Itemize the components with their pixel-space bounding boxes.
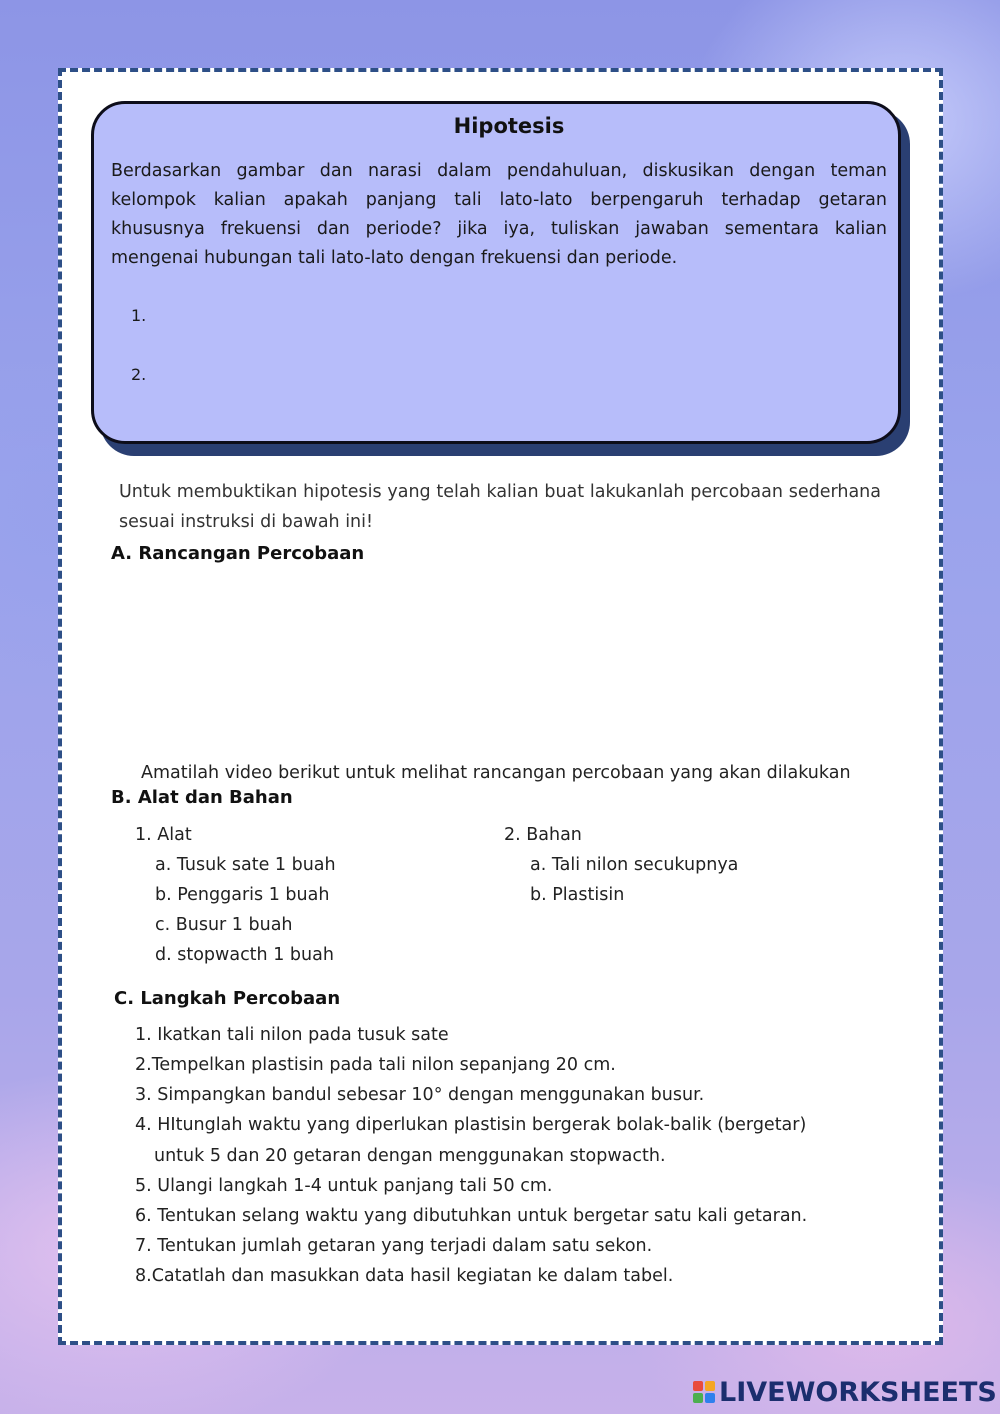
step-item: 1. Ikatkan tali nilon pada tusuk sate: [135, 1025, 449, 1045]
step-item-continuation: untuk 5 dan 20 getaran dengan menggunakan stopwacth.: [154, 1146, 666, 1166]
step-item: 4. HItunglah waktu yang diperlukan plastisin bergerak bolak-balik (bergetar): [135, 1115, 807, 1135]
step-item: 2.Tempelkan plastisin pada tali nilon sepanjang 20 cm.: [135, 1055, 616, 1075]
section-b-heading: B. Alat dan Bahan: [111, 787, 293, 808]
bahan-item: b. Plastisin: [530, 885, 625, 905]
liveworksheets-logo-text: LIVEWORKSHEETS: [719, 1376, 997, 1408]
section-c-heading: C. Langkah Percobaan: [114, 988, 341, 1009]
step-item: 3. Simpangkan bandul sebesar 10° dengan menggunakan busur.: [135, 1085, 705, 1105]
step-item: 6. Tentukan selang waktu yang dibutuhkan untuk bergetar satu kali getaran.: [135, 1206, 808, 1226]
liveworksheets-logo-icon: [693, 1381, 715, 1403]
hypothesis-title: Hipotesis: [453, 114, 565, 138]
alat-title: 1. Alat: [135, 825, 192, 845]
alat-item: a. Tusuk sate 1 buah: [155, 855, 336, 875]
step-item: 8.Catatlah dan masukkan data hasil kegiatan ke dalam tabel.: [135, 1266, 674, 1286]
bahan-item: a. Tali nilon secukupnya: [530, 855, 739, 875]
liveworksheets-logo: [693, 1376, 997, 1408]
hypothesis-answer-2-label: 2.: [131, 365, 147, 384]
step-item: 5. Ulangi langkah 1-4 untuk panjang tali 50 cm.: [135, 1176, 553, 1196]
alat-item: c. Busur 1 buah: [155, 915, 293, 935]
intro-text: Untuk membuktikan hipotesis yang telah kalian buat lakukanlah percobaan sederhana sesuai instruksi di bawah ini!: [119, 482, 881, 532]
alat-item: d. stopwacth 1 buah: [155, 945, 334, 965]
step-item: 7. Tentukan jumlah getaran yang terjadi dalam satu sekon.: [135, 1236, 653, 1256]
hypothesis-prompt: Berdasarkan gambar dan narasi dalam pendahuluan, diskusikan dengan teman kelompok kalian apakah panjang tali lato-lato berpengaruh terhadap getaran khususnya frekuensi dan periode? jika iya, tuliskan jawaban sementara kalian mengenai hubungan tali lato-lato dengan frekuensi dan periode.: [111, 161, 887, 268]
hypothesis-answer-1-label: 1.: [131, 306, 147, 325]
video-caption: Amatilah video berikut untuk melihat rancangan percobaan yang akan dilakukan: [141, 763, 851, 783]
bahan-title: 2. Bahan: [504, 825, 582, 845]
section-a-heading: A. Rancangan Percobaan: [111, 543, 365, 564]
alat-item: b. Penggaris 1 buah: [155, 885, 330, 905]
